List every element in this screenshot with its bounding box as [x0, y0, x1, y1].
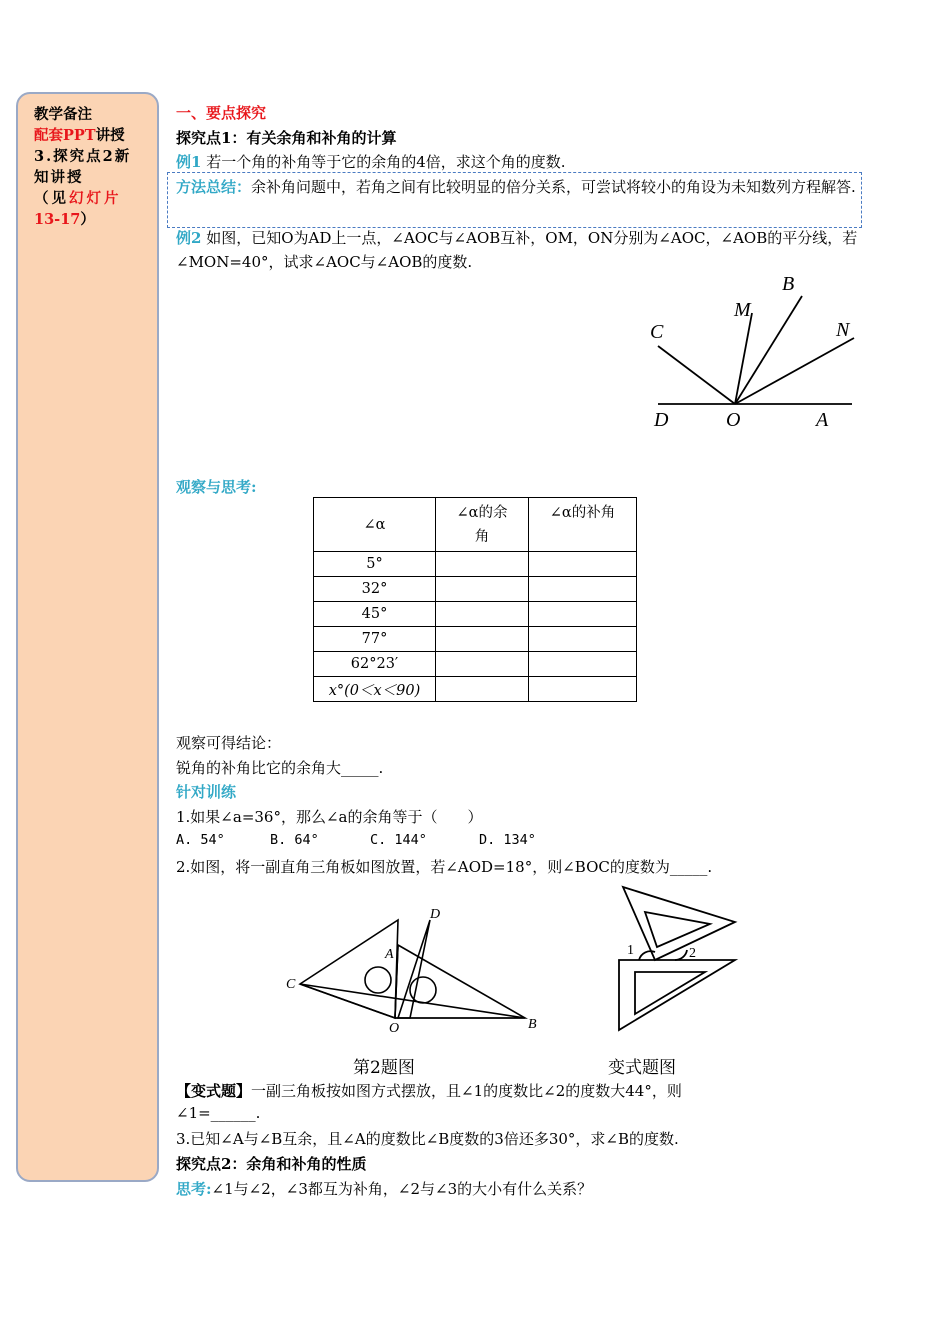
- lower-triangle-hole: [635, 972, 705, 1014]
- label-n: N: [836, 319, 850, 341]
- question-2: 2.如图，将一副直角三角板如图放置，若∠AOD=18°，则∠BOC的度数为_____.: [176, 858, 713, 876]
- fig3-label-1: 1: [627, 943, 634, 958]
- observe-heading: 观察与思考:: [176, 478, 257, 496]
- fig3-label-2: 2: [689, 946, 696, 961]
- table-cell[interactable]: [436, 652, 529, 677]
- example1: 例1 若一个角的补角等于它的余角的4倍，求这个角的度数.: [176, 153, 566, 171]
- table-header: ∠α: [314, 498, 436, 552]
- lower-triangle: [619, 960, 735, 1030]
- table-cell: 77°: [314, 627, 436, 652]
- table-cell[interactable]: [529, 677, 637, 702]
- fig2-label-b: B: [528, 1017, 537, 1032]
- notes-line4: 13-17）: [34, 211, 95, 228]
- table-cell[interactable]: [436, 602, 529, 627]
- variant-question: 【变式题】一副三角板按如图方式摆放，且∠1的度数比∠2的度数大44°，则: [176, 1082, 682, 1100]
- point1-title: 探究点1：有关余角和补角的计算: [176, 129, 397, 147]
- fig2-label-c: C: [286, 977, 296, 992]
- label-d: D: [654, 409, 669, 431]
- angle-2-arc: [675, 950, 687, 960]
- angle-figure-1: [630, 268, 870, 438]
- variant-question-2: ∠1=______.: [176, 1104, 261, 1122]
- section-heading: 一、要点探究: [176, 104, 267, 122]
- option-d[interactable]: D. 134°: [479, 832, 536, 848]
- notes-title: 教学备注: [34, 106, 92, 123]
- table-cell: 45°: [314, 602, 436, 627]
- teaching-notes-text: [34, 104, 146, 230]
- label-c: C: [650, 321, 664, 343]
- table-cell[interactable]: [436, 577, 529, 602]
- table-cell[interactable]: [529, 627, 637, 652]
- table-cell[interactable]: [529, 552, 637, 577]
- notes-line1: 配套PPT讲授: [34, 127, 125, 144]
- ray-oc: [658, 346, 735, 404]
- table-cell[interactable]: [529, 577, 637, 602]
- table-cell[interactable]: [436, 552, 529, 577]
- question-1-options: [176, 832, 536, 848]
- circle-hole-1: [365, 967, 391, 993]
- fig2-label-a: A: [385, 947, 394, 962]
- question-1: 1.如果∠a=36°，那么∠a的余角等于（ ）: [176, 808, 483, 826]
- label-m: M: [734, 299, 751, 321]
- table-cell[interactable]: [436, 677, 529, 702]
- notes-line2: 3.探究点2新知讲授: [34, 148, 132, 186]
- circle-hole-2: [410, 977, 436, 1003]
- conclusion-label: 观察可得结论：: [176, 734, 282, 752]
- think-question: 思考:∠1与∠2，∠3都互为补角，∠2与∠3的大小有什么关系？: [176, 1180, 593, 1198]
- option-b[interactable]: B. 64°: [270, 832, 319, 848]
- label-b: B: [782, 273, 795, 295]
- ray-on: [735, 338, 854, 404]
- triangle-board-1: [395, 945, 525, 1018]
- option-a[interactable]: A. 54°: [176, 832, 225, 848]
- upper-triangle-hole: [645, 912, 710, 947]
- table-cell: 5°: [314, 552, 436, 577]
- point2-title: 探究点2：余角和补角的性质: [176, 1155, 367, 1173]
- fig2-caption: 第2题图: [353, 1058, 415, 1078]
- question-3: 3.已知∠A与∠B互余，且∠A的度数比∠B度数的3倍还多30°，求∠B的度数.: [176, 1130, 679, 1148]
- table-cell: x°(0＜x＜90): [314, 677, 436, 702]
- triangle-boards-figure: [280, 900, 555, 1040]
- triangle-bottom: [300, 984, 525, 1018]
- notes-line3: （见幻灯片: [34, 190, 122, 207]
- table-header: ∠α的补角: [529, 498, 637, 552]
- table-cell[interactable]: [436, 627, 529, 652]
- upper-triangle: [623, 887, 735, 960]
- option-c[interactable]: C. 144°: [370, 832, 427, 848]
- table-cell[interactable]: [529, 602, 637, 627]
- fig3-caption: 变式题图: [608, 1058, 676, 1078]
- table-header: ∠α的余角: [436, 498, 529, 552]
- angle-table: [313, 497, 637, 702]
- fig2-label-o: O: [389, 1021, 400, 1036]
- label-a: A: [816, 409, 829, 431]
- table-cell: 62°23′: [314, 652, 436, 677]
- example2: 例2 如图，已知O为AD上一点，∠AOC与∠AOB互补，OM，ON分别为∠AOC，∠AOB的平分线，若∠MON=40°，试求∠AOC与∠AOB的度数.: [176, 229, 858, 271]
- table-cell: 32°: [314, 577, 436, 602]
- practice-heading: 针对训练: [176, 783, 237, 801]
- teaching-notes-panel: [16, 92, 159, 1182]
- method-summary: 方法总结：余补角问题中，若角之间有比较明显的倍分关系，可尝试将较小的角设为未知数列方程解答.: [176, 178, 856, 196]
- fig2-label-d: D: [430, 907, 441, 922]
- conclusion-text: 锐角的补角比它的余角大_____.: [176, 759, 384, 777]
- variant-figure: [605, 882, 750, 1034]
- label-o: O: [726, 409, 741, 431]
- table-cell[interactable]: [529, 652, 637, 677]
